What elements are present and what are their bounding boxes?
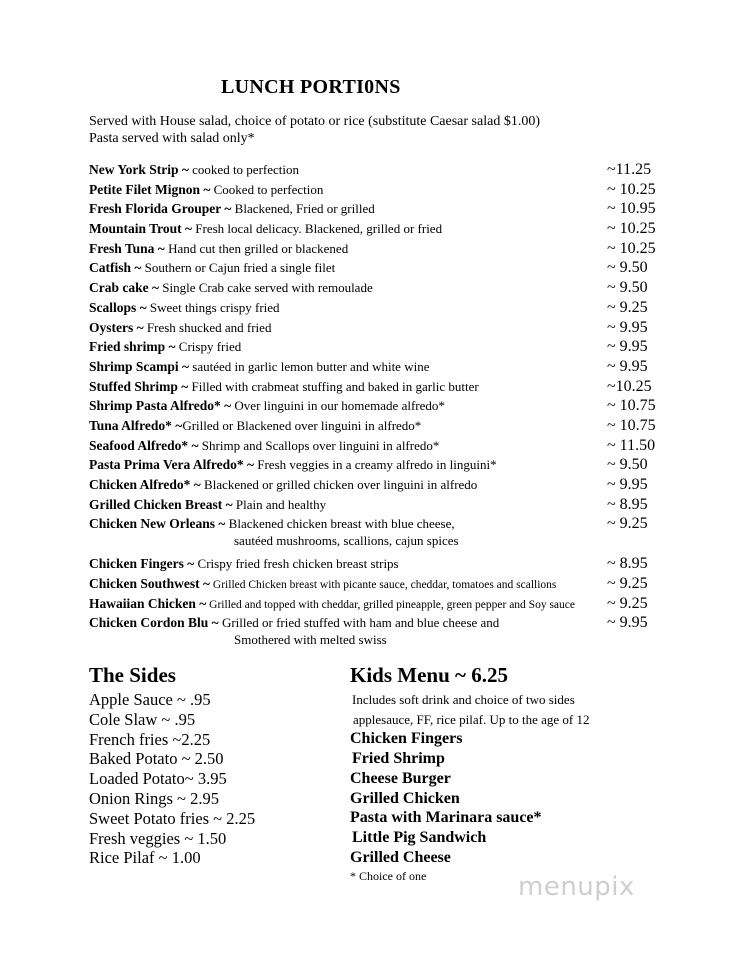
item-price: ~ 9.50 xyxy=(607,259,648,277)
item-name: Pasta Prima Vera Alfredo* ~ xyxy=(89,457,254,473)
item-desc: Southern or Cajun fried a single filet xyxy=(141,260,336,276)
item-desc: Filled with crabmeat stuffing and baked in garlic butter xyxy=(188,378,479,394)
menu-item xyxy=(89,318,669,338)
kids-item: Grilled Cheese xyxy=(350,848,451,866)
item-desc: Grilled and topped with cheddar, grilled pineapple, green pepper and Soy sauce xyxy=(206,598,575,611)
menu-item xyxy=(89,239,669,259)
menu-item xyxy=(89,436,669,456)
item-price: ~ 10.25 xyxy=(607,180,656,198)
menu-item xyxy=(89,514,669,554)
item-desc: Blackened chicken breast with blue cheese, xyxy=(225,516,455,532)
item-desc: Crispy fried fresh chicken breast strips xyxy=(194,556,399,572)
item-price: ~ 9.25 xyxy=(607,575,648,593)
item-name: New York Strip ~ xyxy=(89,162,189,177)
menu-item xyxy=(89,357,669,377)
item-desc: Plain and healthy xyxy=(232,496,327,512)
menu-item xyxy=(89,377,669,397)
item-name: Petite Filet Mignon ~ xyxy=(89,181,211,197)
item-name: Fresh Tuna ~ xyxy=(89,240,165,256)
kids-item: Chicken Fingers xyxy=(350,730,463,748)
side-item: Loaded Potato~ 3.95 xyxy=(89,769,227,789)
side-item: Cole Slaw ~ .95 xyxy=(89,709,196,729)
menu-item xyxy=(89,574,669,594)
menu-item xyxy=(89,594,669,614)
menu-item xyxy=(89,258,669,278)
item-name: Fresh Florida Grouper ~ xyxy=(89,201,232,217)
kids-menu-section xyxy=(350,662,590,884)
menu-item xyxy=(89,219,669,239)
item-desc: sautéed in garlic lemon butter and white wine xyxy=(189,358,430,374)
item-desc: Blackened or grilled chicken over linguini in alfredo xyxy=(200,477,478,492)
item-price: ~ 8.95 xyxy=(607,495,648,513)
item-price: ~ 10.75 xyxy=(607,397,656,415)
item-price: ~ 9.95 xyxy=(607,614,648,632)
item-price: ~ 9.50 xyxy=(607,456,648,474)
item-name: Shrimp Pasta Alfredo* ~ xyxy=(89,398,232,414)
menu-item xyxy=(89,455,669,475)
kids-note-1: Includes soft drink and choice of two sides xyxy=(352,692,575,707)
kids-item: Grilled Chicken xyxy=(350,789,460,807)
item-price: ~ 10.75 xyxy=(607,416,656,434)
item-desc: Blackened, Fried or grilled xyxy=(231,201,375,217)
item-name: Chicken Cordon Blu ~ xyxy=(89,615,219,631)
kids-item: Cheese Burger xyxy=(350,769,451,787)
item-price: ~ 10.95 xyxy=(607,200,656,218)
intro-line-1: Served with House salad, choice of potato or rice (substitute Caesar salad $1.00) xyxy=(89,114,540,129)
menupix-watermark: menupix xyxy=(518,872,635,902)
menu-item xyxy=(89,613,669,653)
item-desc: Single Crab cake served with remoulade xyxy=(159,280,373,296)
item-name: Grilled Chicken Breast ~ xyxy=(89,496,233,512)
sides-section xyxy=(89,662,255,868)
item-name: Chicken Southwest ~ xyxy=(89,576,211,592)
item-desc: Fresh veggies in a creamy alfredo in linguini* xyxy=(254,457,497,473)
side-item: Apple Sauce ~ .95 xyxy=(89,690,211,709)
side-item: Baked Potato ~ 2.50 xyxy=(89,749,224,769)
item-desc: Grilled Chicken breast with picante sauce, cheddar, tomatoes and scallions xyxy=(210,579,557,592)
item-desc: Hand cut then grilled or blackened xyxy=(164,240,349,256)
lunch-menu-list xyxy=(89,160,669,653)
kids-footnote: * Choice of one xyxy=(350,868,427,883)
item-desc: Grilled or fried stuffed with ham and blue cheese and xyxy=(218,615,500,631)
item-price: ~11.25 xyxy=(607,161,652,178)
side-item: Sweet Potato fries ~ 2.25 xyxy=(89,808,256,828)
item-desc: Crispy fried xyxy=(175,339,242,355)
item-price: ~10.25 xyxy=(607,377,652,395)
item-name: Hawaiian Chicken ~ xyxy=(89,595,207,611)
menu-item xyxy=(89,298,669,318)
item-desc: Fresh shucked and fried xyxy=(143,319,272,335)
item-desc: Shrimp and Scallops over linguini in alfredo* xyxy=(198,437,440,453)
item-name: Chicken Fingers ~ xyxy=(89,556,195,572)
item-price: ~ 9.25 xyxy=(607,515,648,533)
kids-item: Little Pig Sandwich xyxy=(352,829,487,847)
page-title: LUNCH PORTI0NS xyxy=(221,76,401,98)
menu-item xyxy=(89,396,669,416)
item-price: ~ 11.50 xyxy=(607,436,656,454)
side-item: Onion Rings ~ 2.95 xyxy=(89,788,219,808)
item-price: ~ 9.25 xyxy=(607,298,648,316)
menu-item xyxy=(89,475,669,495)
item-desc-line-2: Smothered with melted swiss xyxy=(234,632,387,648)
kids-item: Pasta with Marinara sauce* xyxy=(350,809,542,827)
kids-note-2: applesauce, FF, rice pilaf. Up to the age of 12 xyxy=(353,711,590,727)
item-name: Tuna Alfredo* ~ xyxy=(89,417,183,433)
menu-item xyxy=(89,160,669,180)
menu-item xyxy=(89,495,669,515)
item-name: Crab cake ~ xyxy=(89,280,160,296)
item-price: ~ 10.25 xyxy=(607,220,656,238)
menu-item xyxy=(89,199,669,219)
item-price: ~ 9.95 xyxy=(607,357,648,375)
menu-item xyxy=(89,416,669,436)
sides-heading: The Sides xyxy=(89,663,176,687)
side-item: French fries ~2.25 xyxy=(89,729,211,749)
side-item: Fresh veggies ~ 1.50 xyxy=(89,828,227,848)
item-price: ~ 9.95 xyxy=(607,338,648,356)
item-price: ~ 9.25 xyxy=(607,594,648,612)
item-name: Oysters ~ xyxy=(89,319,144,335)
item-desc: cooked to perfection xyxy=(188,162,299,177)
item-desc: Sweet things crispy fried xyxy=(146,299,280,315)
menu-item xyxy=(89,554,669,574)
item-name: Fried shrimp ~ xyxy=(89,339,176,355)
item-price: ~ 9.50 xyxy=(607,279,648,297)
item-price: ~ 9.95 xyxy=(607,476,648,493)
item-desc: Cooked to perfection xyxy=(210,181,324,197)
item-name: Chicken New Orleans ~ xyxy=(89,516,226,532)
item-name: Mountain Trout ~ xyxy=(89,221,193,237)
intro-line-2: Pasta served with salad only* xyxy=(89,131,255,146)
item-name: Shrimp Scampi ~ xyxy=(89,358,190,374)
item-price: ~ 10.25 xyxy=(607,239,656,257)
item-name: Catfish ~ xyxy=(89,260,142,276)
item-desc-line-2: sautéed mushrooms, scallions, cajun spices xyxy=(234,533,459,549)
kids-menu-heading: Kids Menu ~ 6.25 xyxy=(350,663,508,687)
item-desc: Over linguini in our homemade alfredo* xyxy=(231,398,445,414)
kids-item: Fried Shrimp xyxy=(352,749,445,767)
side-item: Rice Pilaf ~ 1.00 xyxy=(89,848,201,868)
item-name: Stuffed Shrimp ~ xyxy=(89,378,189,394)
item-price: ~ 8.95 xyxy=(607,555,648,573)
item-name: Seafood Alfredo* ~ xyxy=(89,437,199,453)
item-desc: Grilled or Blackened over linguini in alfredo* xyxy=(182,417,422,433)
intro-text xyxy=(89,113,540,147)
item-price: ~ 9.95 xyxy=(607,318,648,336)
item-name: Scallops ~ xyxy=(89,299,147,315)
menu-item xyxy=(89,180,669,200)
item-name: Chicken Alfredo* ~ xyxy=(89,477,201,492)
menu-item xyxy=(89,278,669,298)
item-desc: Fresh local delicacy. Blackened, grilled or fried xyxy=(192,221,443,237)
menu-item xyxy=(89,337,669,357)
